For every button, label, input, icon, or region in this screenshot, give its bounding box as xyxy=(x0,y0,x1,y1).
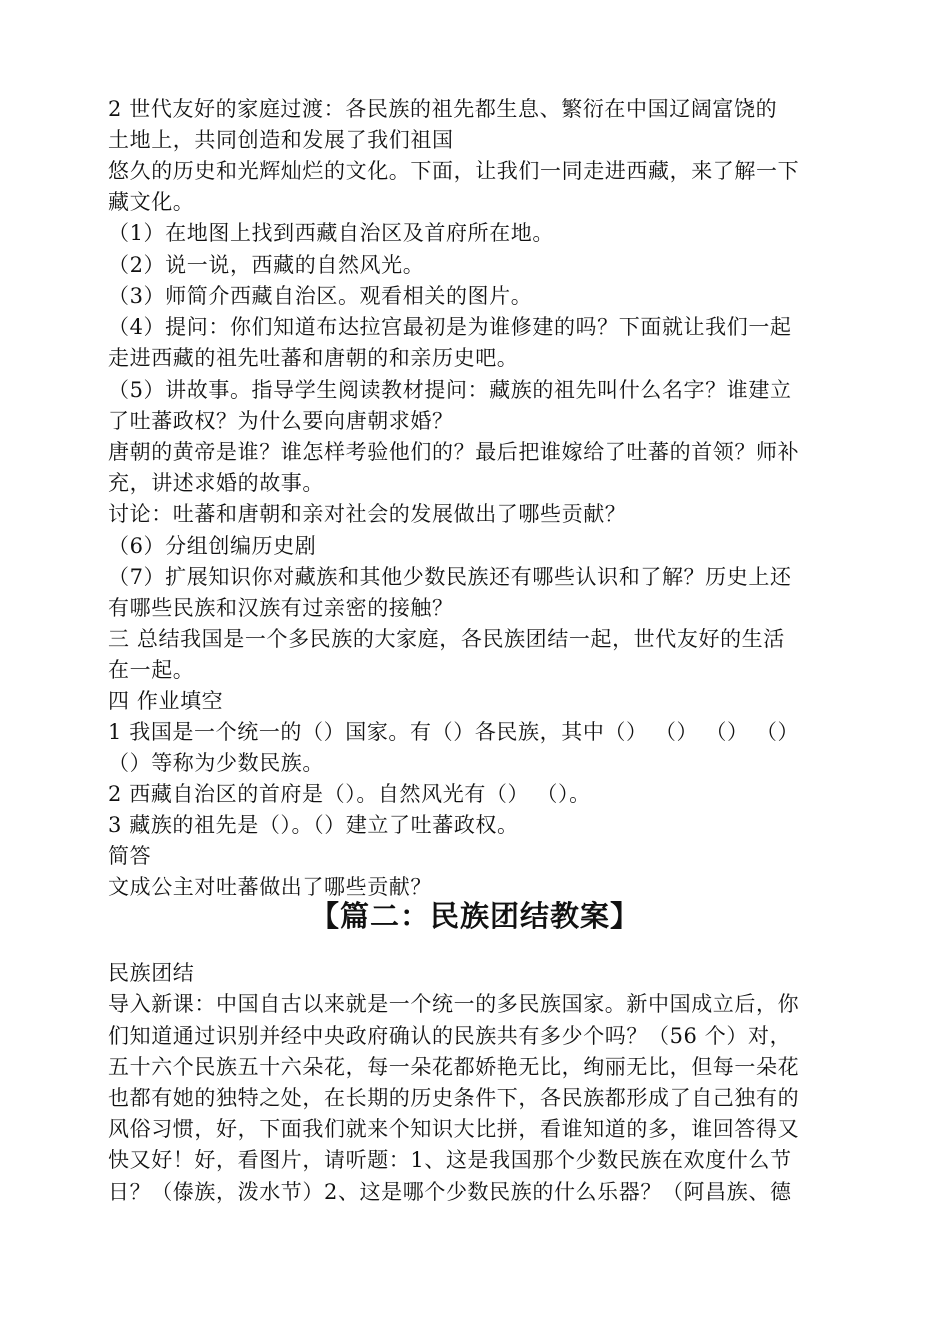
text-line: 1 我国是一个统一的（）国家。有（）各民族，其中（） （） （） （） xyxy=(108,720,800,744)
text-line: 3 藏族的祖先是（）。（）建立了吐蕃政权。 xyxy=(108,813,519,837)
text-line: 快又好！好，看图片，请听题：1、这是我国那个少数民族在欢度什么节 xyxy=(108,1148,792,1172)
text-line: 文成公主对吐蕃做出了哪些贡献？ xyxy=(108,875,432,899)
section-title: 【篇二：民族团结教案】 xyxy=(309,899,640,933)
text-line: 了吐蕃政权？为什么要向唐朝求婚？ xyxy=(108,409,454,433)
text-line: 2 世代友好的家庭过渡：各民族的祖先都生息、繁衍在中国辽阔富饶的 xyxy=(108,97,778,121)
text-line: （）等称为少数民族。 xyxy=(108,751,324,775)
text-line: （1）在地图上找到西藏自治区及首府所在地。 xyxy=(108,221,554,245)
text-line: 导入新课：中国自古以来就是一个统一的多民族国家。新中国成立后，你 xyxy=(108,992,800,1016)
text-line: 五十六个民族五十六朵花，每一朵花都娇艳无比，绚丽无比，但每一朵花 xyxy=(108,1055,800,1079)
text-line: 土地上，共同创造和发展了我们祖国 xyxy=(108,128,454,152)
text-line: 在一起。 xyxy=(108,658,195,682)
text-line: 三 总结我国是一个多民族的大家庭，各民族团结一起，世代友好的生活 xyxy=(108,627,785,651)
text-line: 2 西藏自治区的首府是（）。自然风光有（） （）。 xyxy=(108,782,591,806)
text-line: 讨论：吐蕃和唐朝和亲对社会的发展做出了哪些贡献？ xyxy=(108,502,627,526)
text-line: （6）分组创编历史剧 xyxy=(108,534,317,558)
text-line: （5）讲故事。指导学生阅读教材提问：藏族的祖先叫什么名字？谁建立 xyxy=(108,378,792,402)
text-line: 悠久的历史和光辉灿烂的文化。下面，让我们一同走进西藏，来了解一下 xyxy=(108,159,800,183)
text-line: 四 作业填空 xyxy=(108,689,224,713)
text-line: （3）师简介西藏自治区。观看相关的图片。 xyxy=(108,284,533,308)
text-line: 也都有她的独特之处，在长期的历史条件下，各民族都形成了自己独有的 xyxy=(108,1086,800,1110)
text-line: （2）说一说，西藏的自然风光。 xyxy=(108,253,425,277)
text-line: （4）提问：你们知道布达拉宫最初是为谁修建的吗？下面就让我们一起 xyxy=(108,315,792,339)
text-line: 简答 xyxy=(108,844,152,868)
text-line: 日？（傣族，泼水节）2、这是哪个少数民族的什么乐器？（阿昌族、德 xyxy=(108,1180,792,1204)
text-line: 有哪些民族和汉族有过亲密的接触？ xyxy=(108,596,454,620)
text-line: 民族团结 xyxy=(108,961,195,985)
text-line: 藏文化。 xyxy=(108,190,195,214)
text-line: 充，讲述求婚的故事。 xyxy=(108,471,324,495)
text-line: 们知道通过识别并经中央政府确认的民族共有多少个吗？（56 个）对， xyxy=(108,1024,792,1048)
text-line: （7）扩展知识你对藏族和其他少数民族还有哪些认识和了解？历史上还 xyxy=(108,565,792,589)
text-line: 唐朝的黄帝是谁？谁怎样考验他们的？最后把谁嫁给了吐蕃的首领？师补 xyxy=(108,440,800,464)
text-line: 风俗习惯，好，下面我们就来个知识大比拼，看谁知道的多，谁回答得又 xyxy=(108,1117,800,1141)
text-line: 走进西藏的祖先吐蕃和唐朝的和亲历史吧。 xyxy=(108,346,519,370)
